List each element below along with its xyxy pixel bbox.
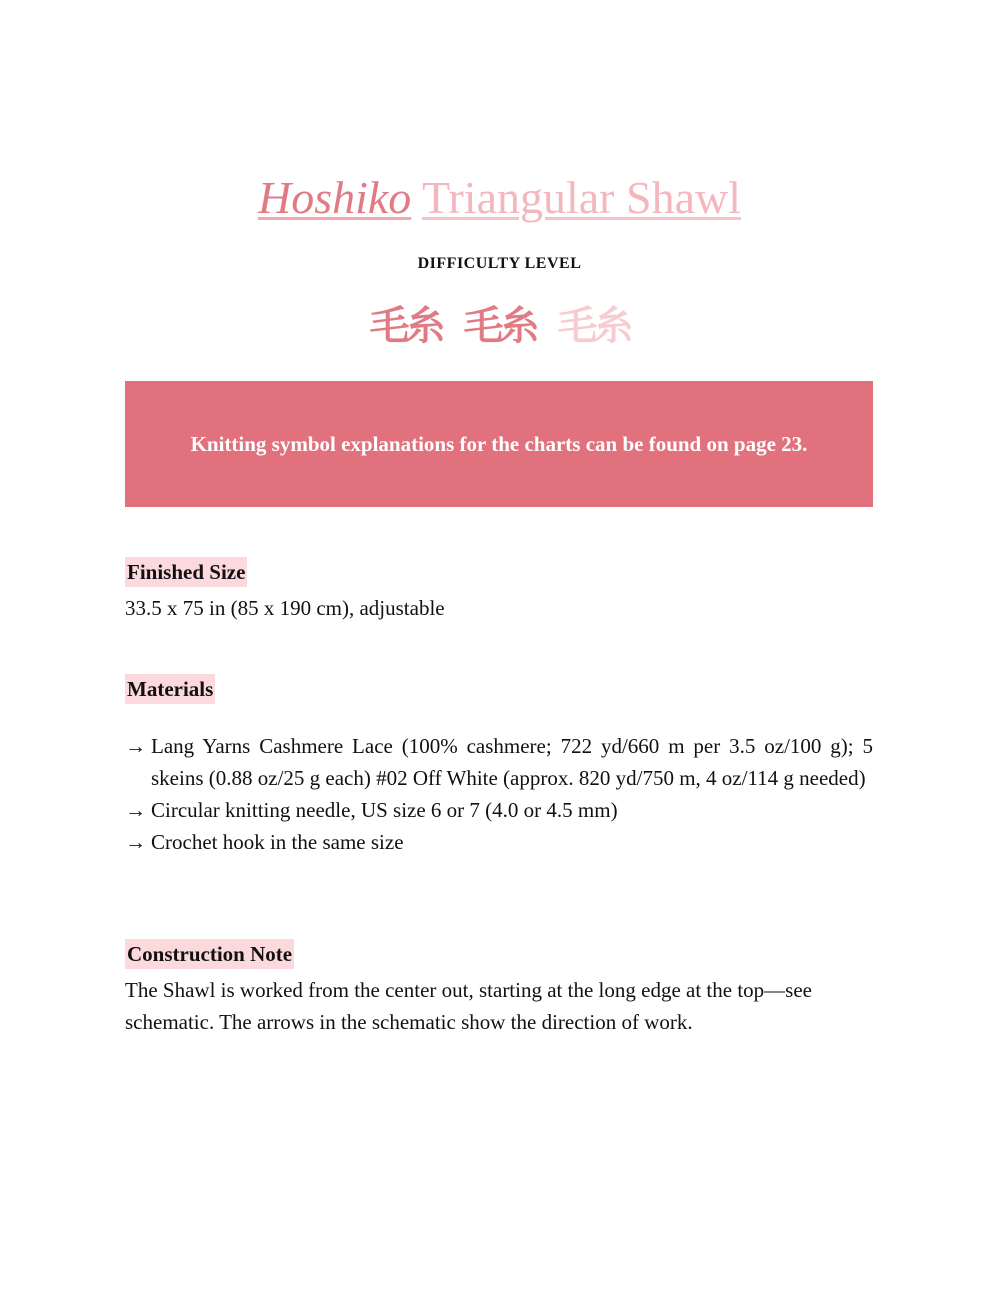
material-text: Crochet hook in the same size	[151, 830, 404, 854]
construction-note-text: The Shawl is worked from the center out, starting at the long edge at the top—see schematic. The arrows in the schematic show the direction of work.	[125, 978, 812, 1034]
material-text: Circular knitting needle, US size 6 or 7 (4.0 or 4.5 mm)	[151, 798, 618, 822]
difficulty-rating	[0, 296, 999, 356]
list-item	[125, 826, 873, 858]
finished-size-heading: Finished Size	[125, 557, 247, 587]
difficulty-label: DIFFICULTY LEVEL	[417, 255, 582, 272]
finished-size-text: 33.5 x 75 in (85 x 190 cm), adjustable	[125, 596, 445, 620]
list-item	[125, 730, 873, 794]
arrow-icon: →	[125, 798, 146, 822]
banner-text: Knitting symbol explanations for the charts can be found on page 23.	[190, 432, 808, 456]
title-name: Hoshiko	[257, 172, 412, 223]
info-banner	[125, 381, 873, 507]
arrow-icon: →	[125, 830, 146, 854]
materials-heading: Materials	[125, 674, 215, 704]
materials-list	[125, 730, 873, 858]
material-text: Lang Yarns Cashmere Lace (100% cashmere; 722 yd/660 m per 3.5 oz/100 g); 5 skeins (0.88 oz/25 g each) #02 Off White (approx. 820 yd/750 m, 4 oz/114 g needed)	[151, 734, 873, 790]
list-item	[125, 794, 873, 826]
yarn-icon: 毛糸	[463, 303, 536, 349]
yarn-icon: 毛糸	[557, 303, 630, 349]
page-title	[0, 170, 999, 226]
title-rest: Triangular Shawl	[421, 172, 741, 223]
construction-note-heading: Construction Note	[125, 939, 294, 969]
yarn-icon: 毛糸	[369, 303, 442, 349]
arrow-icon: →	[125, 734, 146, 758]
